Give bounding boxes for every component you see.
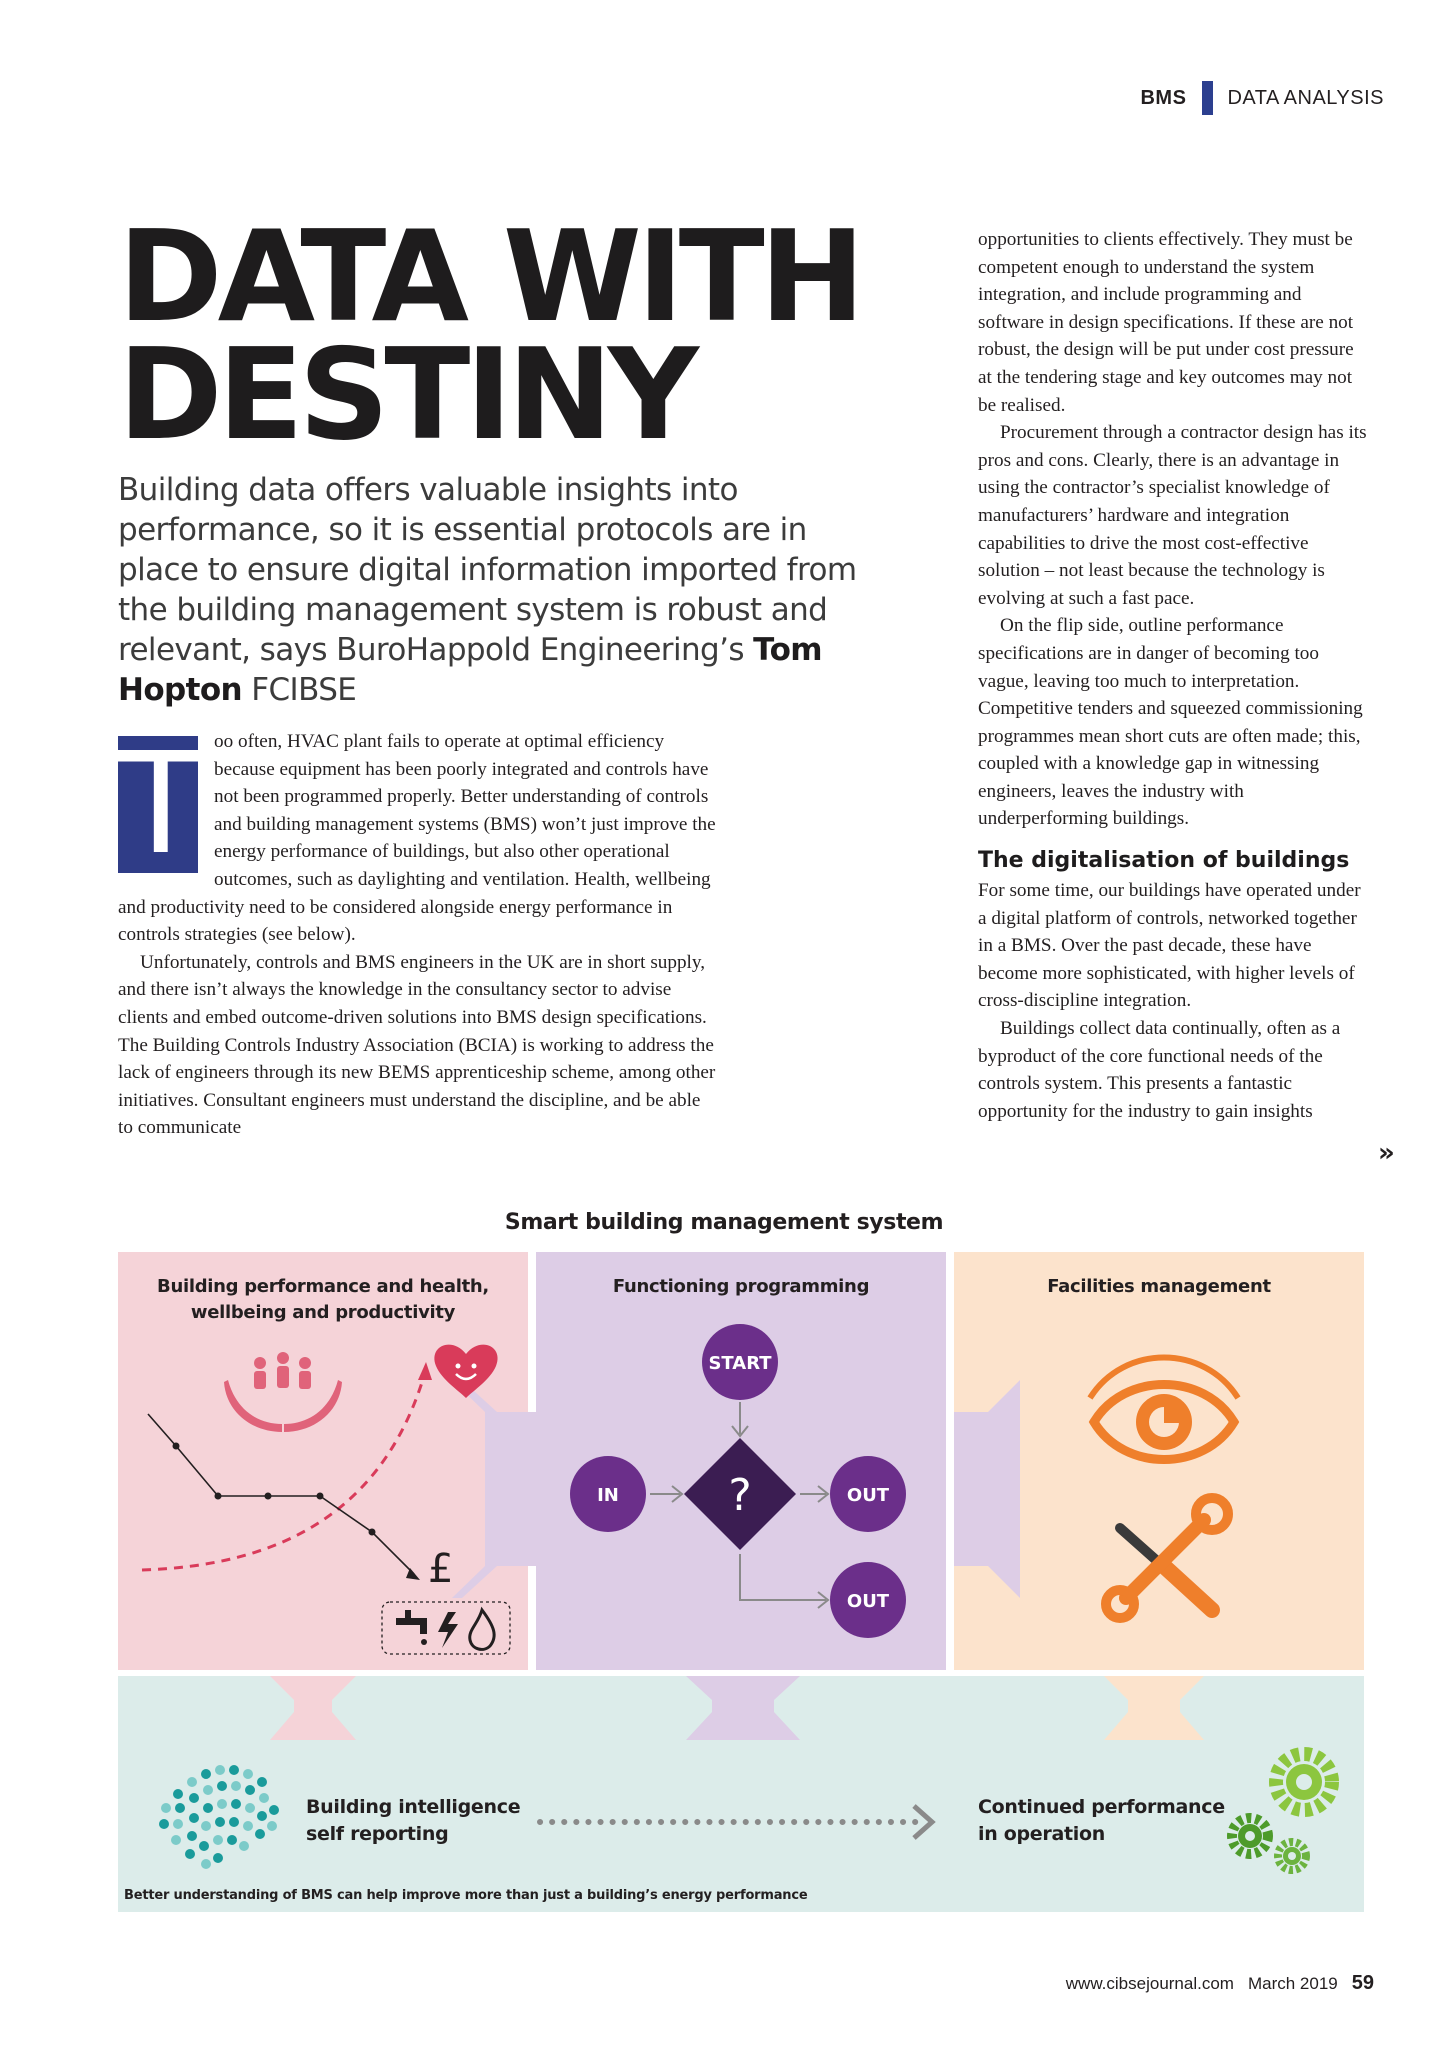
panel-performance-title: [128, 1274, 518, 1326]
panel-facilities-title: Facilities management: [1047, 1276, 1271, 1297]
author-suffix: FCIBSE: [242, 672, 357, 708]
paragraph: oo often, HVAC plant fails to operate at optimal efficiency because equipment has been poorly integrated and controls have not been programmed properly. Better understanding of controls and building management systems (BMS) won’t just improve the energy performance of buildings, but also other operational outcomes, such as daylighting and ventilation. Health, wellbeing and productivity need to be considered alongside energy performance in controls strategies (see below).: [118, 731, 716, 946]
in-label: IN: [597, 1485, 619, 1506]
panel-title-line: wellbeing and productivity: [190, 1302, 456, 1323]
panel-title-line: Building performance and health,: [157, 1276, 489, 1297]
out-label: OUT: [846, 1485, 890, 1506]
page-footer: [1066, 1972, 1374, 1995]
footer-url[interactable]: www.cibsejournal.com: [1065, 1973, 1234, 1993]
standfirst-text: Building data offers valuable insights into performance, so it is essential protocols are in place to ensure digital information imported from the building management system is robust and relevant, says BuroHappold Engineering’s: [118, 472, 857, 668]
paragraph: For some time, our buildings have operated under a digital platform of controls, networked together in a BMS. Over the past decade, these have become more sophisticated, with higher levels of cross-discipline integration.: [978, 880, 1361, 1012]
subsection-label: DATA ANALYSIS: [1227, 86, 1384, 109]
continued-performance-label: [978, 1794, 1225, 1848]
diagram-title: Smart building management system: [504, 1210, 944, 1235]
section-label: BMS: [1140, 86, 1187, 109]
paragraph: Unfortunately, controls and BMS engineers in the UK are in short supply, and there isn’t always the knowledge in the consultancy sector to advise clients and embed outcome-driven solutions into BMS design specifications. The Building Controls Industry Association (BCIA) is working to address the lack of engineers through its new BEMS apprenticeship scheme, among other initiatives. Consultant engineers must understand the discipline, and be able to communicate: [118, 951, 716, 1139]
paragraph: Buildings collect data continually, often as a byproduct of the core functional needs of the controls system. This presents a fantastic opportunity for the industry to gain insights: [978, 1018, 1341, 1122]
pound-icon: £: [428, 1546, 454, 1592]
label-line: in operation: [978, 1823, 1105, 1845]
title-line-2: DESTINY: [118, 321, 694, 468]
out-label-2: OUT: [846, 1591, 890, 1612]
continued-marker: »: [1378, 1138, 1395, 1168]
paragraph: On the flip side, outline performance specifications are in danger of becoming too vague, leaving too much to interpretation. Competitive tenders and squeezed commissioning programmes mean short cuts are often made; this, coupled with a knowledge gap in witnessing engineers, leaves the industry with underperforming buildings.: [978, 615, 1363, 830]
label-line: Building intelligence: [306, 1796, 521, 1818]
building-intelligence-label: [306, 1794, 520, 1848]
author-name: Tom Hopton: [118, 632, 822, 708]
label-line: self reporting: [306, 1823, 449, 1845]
panel-programming-title: Functioning programming: [612, 1276, 870, 1297]
paragraph: Procurement through a contractor design has its pros and cons. Clearly, there is an advantage in using the contractor’s specialist knowledge of manufacturers’ hardware and integration capabilities to drive the most cost-effective solution – not least because the technology is evolving at such a fast pace.: [978, 422, 1367, 609]
subheading: The digitalisation of buildings: [978, 848, 1350, 874]
diagram-caption: Better understanding of BMS can help improve more than just a building’s energy performance: [124, 1888, 808, 1903]
footer-date: March 2019: [1247, 1973, 1338, 1993]
label-line: Continued performance: [978, 1796, 1225, 1818]
tab-right: [954, 1380, 1020, 1598]
dropcap: T: [118, 723, 204, 886]
page-number: 59: [1351, 1972, 1374, 1994]
paragraph: opportunities to clients effectively. They must be competent enough to understand the system integration, and include programming and software in design specifications. If these are not robust, the design will be put under cost pressure at the tendering stage and key outcomes may not be realised.: [978, 229, 1354, 416]
title-line-1: DATA WITH: [118, 203, 861, 350]
decision-label: ?: [728, 1470, 752, 1521]
start-label: START: [708, 1353, 772, 1374]
